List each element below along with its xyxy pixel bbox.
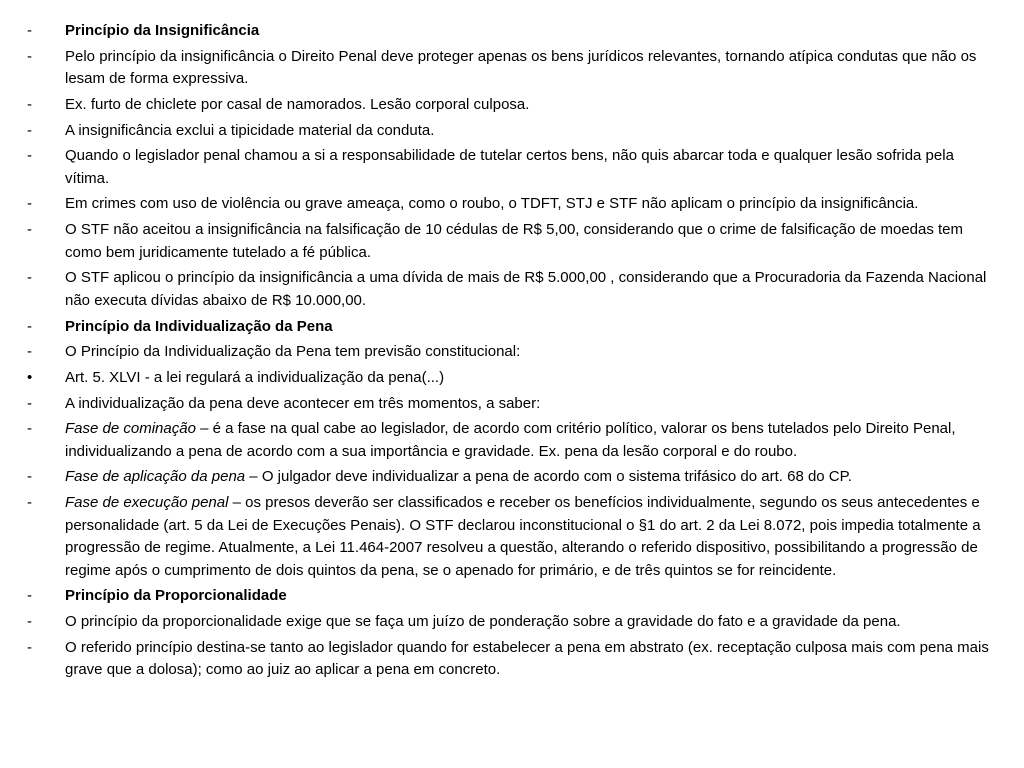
- dash-marker: -: [27, 269, 32, 287]
- item-text: [65, 316, 1000, 339]
- list-item: [0, 120, 1000, 143]
- dash-marker: -: [27, 221, 32, 239]
- text-segment: O princípio da proporcionalidade exige que se faça um juízo de ponderação sobre a gravidade do fato e a gravidade da pena.: [65, 613, 901, 630]
- list-item: [0, 393, 1000, 416]
- list-item: [0, 492, 1000, 582]
- phase-term: Fase de cominação: [65, 420, 196, 438]
- text-segment: O STF aplicou o princípio da insignificância a uma dívida de mais de R$ 5.000,00 , considerando que a Procuradoria da Fazenda Nacional não executa dívidas abaixo de R$ 10.000,00.: [65, 269, 987, 309]
- text-segment: Ex. furto de chiclete por casal de namorados. Lesão corporal culposa.: [65, 95, 530, 113]
- list-item: [0, 367, 1000, 390]
- item-text: [65, 585, 1000, 608]
- item-text: [65, 466, 1000, 489]
- item-text: [65, 611, 1000, 634]
- item-text: [65, 341, 1000, 364]
- item-text: [65, 120, 1000, 143]
- text-segment: O referido princípio destina-se tanto ao legislador quando for estabelecer a pena em abstrato (ex. receptação culposa mais com pena mais grave que a dolosa); como ao juiz ao aplicar a pena em concreto.: [65, 638, 989, 679]
- list-item: [0, 193, 1000, 216]
- dash-marker: -: [27, 317, 32, 335]
- dash-marker: -: [27, 613, 32, 630]
- bullet-marker: •: [27, 368, 33, 386]
- item-text: [65, 20, 1000, 43]
- dash-marker: -: [27, 95, 32, 113]
- text-segment: – é a fase na qual cabe ao legislador, de acordo com critério político, valorar os bens tutelados pelo Direito Penal, individualizando a pena de acordo com a sua importância e gravidade. Ex. pena da lesão corporal e do roubo.: [65, 420, 956, 460]
- dash-marker: -: [27, 420, 32, 438]
- dash-marker: -: [27, 121, 32, 139]
- phase-term: Fase de aplicação da pena: [65, 468, 246, 486]
- section-heading: Princípio da Individualização da Pena: [65, 317, 333, 335]
- dash-marker: -: [27, 587, 32, 605]
- list-item: [0, 219, 1000, 264]
- bullet-list: [0, 20, 1000, 682]
- item-text: [65, 637, 1000, 682]
- list-item: [0, 20, 1000, 43]
- text-segment: – O julgador deve individualizar a pena de acordo com o sistema trifásico do art. 68 do CP.: [245, 468, 852, 486]
- dash-marker: -: [27, 22, 32, 39]
- text-segment: Pelo princípio da insignificância o Direito Penal deve proteger apenas os bens jurídicos relevantes, tornando atípica condutas que não os lesam de forma expressiva.: [65, 47, 977, 88]
- list-item: [0, 585, 1000, 608]
- item-text: [65, 492, 1000, 582]
- section-heading: Princípio da Proporcionalidade: [65, 587, 287, 605]
- dash-marker: -: [27, 47, 32, 65]
- list-item: [0, 637, 1000, 682]
- dash-marker: -: [27, 147, 32, 165]
- dash-marker: -: [27, 638, 32, 656]
- list-item: [0, 466, 1000, 489]
- dash-marker: -: [27, 343, 32, 361]
- list-item: [0, 94, 1000, 117]
- text-segment: O Princípio da Individualização da Pena tem previsão constitucional:: [65, 343, 521, 361]
- dash-marker: -: [27, 494, 32, 512]
- section-heading: Princípio da Insignificância: [65, 22, 260, 39]
- item-text: [65, 46, 1000, 91]
- phase-term: Fase de execução penal: [65, 494, 229, 512]
- item-text: [65, 193, 1000, 216]
- text-segment: – os presos deverão ser classificados e receber os benefícios individualmente, segundo os seus antecedentes e personalidade (art. 5 da Lei de Execuções Penais). O STF declarou inconstitucional o §1 do art. 2 da Lei 8.072, pois impedia totalmente a progressão de regime. Atualmente, a Lei 11.464-2007 resolveu a questão, alterando o referido dispositivo, possibilitando a progressão de regime após o cumprimento de dois quintos da pena, se o apenado for primário, e de três quintos se for reincidente.: [65, 494, 981, 579]
- list-item: [0, 341, 1000, 364]
- dash-marker: -: [27, 195, 32, 213]
- text-segment: A insignificância exclui a tipicidade material da conduta.: [65, 121, 435, 139]
- text-segment: Quando o legislador penal chamou a si a responsabilidade de tutelar certos bens, não quis abarcar toda e qualquer lesão sofrida pela vítima.: [65, 147, 954, 187]
- item-text: [65, 267, 1000, 312]
- text-segment: Em crimes com uso de violência ou grave ameaça, como o roubo, o TDFT, STJ e STF não aplicam o princípio da insignificância.: [65, 195, 919, 213]
- item-text: [65, 94, 1000, 117]
- dash-marker: -: [27, 394, 32, 412]
- text-segment: A individualização da pena deve acontecer em três momentos, a saber:: [65, 394, 541, 412]
- dash-marker: -: [27, 468, 32, 486]
- item-text: [65, 418, 1000, 463]
- list-item: [0, 145, 1000, 190]
- list-item: [0, 46, 1000, 91]
- item-text: [65, 145, 1000, 190]
- list-item: [0, 316, 1000, 339]
- text-segment: Art. 5. XLVI - a lei regulará a individualização da pena(...): [65, 368, 445, 386]
- text-segment: O STF não aceitou a insignificância na falsificação de 10 cédulas de R$ 5,00, considerando que o crime de falsificação de moedas tem como bem juridicamente tutelado a fé pública.: [65, 221, 964, 261]
- list-item: [0, 418, 1000, 463]
- item-text: [65, 367, 1000, 390]
- item-text: [65, 393, 1000, 416]
- list-item: [0, 611, 1000, 634]
- list-item: [0, 267, 1000, 312]
- item-text: [65, 219, 1000, 264]
